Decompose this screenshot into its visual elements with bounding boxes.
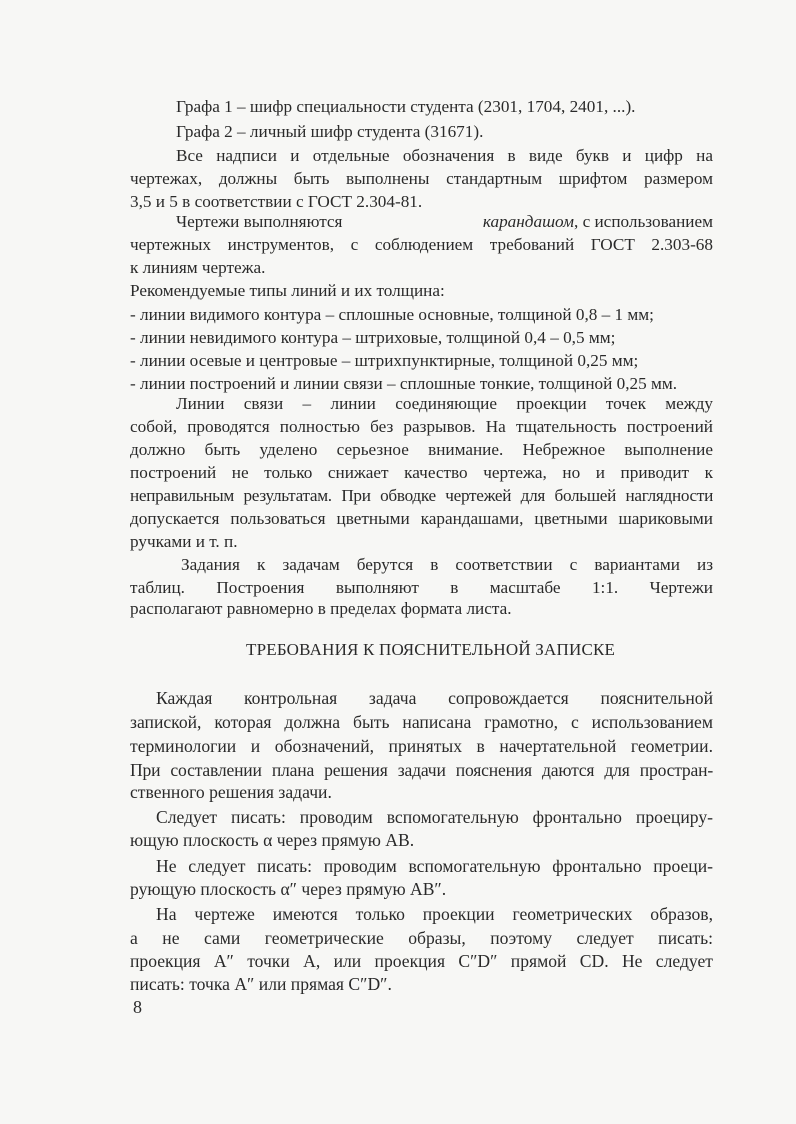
text-line: проекция А″ точки А, или проекция С″D″ прямой CD. Не следует [130, 951, 713, 971]
text-line: к линиям чертежа. [130, 258, 266, 277]
text-line: Следует писать: проводим вспомогательную фронтально проециру- [156, 807, 713, 827]
text-line: Графа 1 – шифр специальности студента (2301, 1704, 2401, ...). [176, 97, 636, 116]
text-line: Все надписи и отдельные обозначения в виде букв и цифр на [176, 146, 713, 165]
text-line: таблиц. Построения выполняют в масштабе 1:1. Чертежи [130, 578, 713, 597]
text-line: построений не только снижает качество чертежа, но и приводит к [130, 463, 713, 482]
text-line: Задания к задачам берутся в соответствии с вариантами из [181, 555, 713, 574]
text-line: Каждая контрольная задача сопровождается пояснительной [156, 688, 713, 708]
text-line: ющую плоскость α через прямую АВ. [130, 830, 415, 850]
text-line: рующую плоскость α″ через прямую АВ″. [130, 879, 447, 899]
text-line: ственного решения задачи. [130, 782, 332, 802]
text-line: На чертеже имеются только проекции геометрических образов, [156, 904, 713, 924]
text-line: Линии связи – линии соединяющие проекции точек между [176, 394, 713, 413]
text-line: Графа 2 – личный шифр студента (31671). [176, 122, 484, 141]
list-item: - линии невидимого контура – штриховые, толщиной 0,4 – 0,5 мм; [130, 328, 616, 347]
text-line: неправильным результатам. При обводке чертежей для большей наглядности [130, 486, 713, 505]
list-item: - линии построений и линии связи – сплошные тонкие, толщиной 0,25 мм. [130, 374, 678, 393]
text-fragment: , с использованием [573, 212, 713, 231]
text-line: должно быть уделено серьезное внимание. Небрежное выполнение [130, 440, 713, 459]
text-line: а не сами геометрические образы, поэтому следует писать: [130, 928, 713, 948]
text-line: допускается пользоваться цветными карандашами, цветными шариковыми [130, 509, 713, 528]
text-line: ручками и т. п. [130, 532, 238, 551]
text-line: 3,5 и 5 в соответствии с ГОСТ 2.304-81. [130, 192, 423, 211]
text-line: Не следует писать: проводим вспомогательную фронтально проеци- [156, 856, 713, 876]
text-line: При составлении плана решения задачи пояснения даются для простран- [130, 760, 713, 780]
section-heading: ТРЕБОВАНИЯ К ПОЯСНИТЕЛЬНОЙ ЗАПИСКЕ [246, 640, 616, 659]
text-line: собой, проводятся полностью без разрывов. На тщательность построений [130, 417, 713, 436]
text-line: чертежах, должны быть выполнены стандартным шрифтом размером [130, 169, 713, 188]
text-line: писать: точка А″ или прямая С″D″. [130, 974, 392, 994]
text-fragment: Чертежи выполняются [176, 212, 343, 231]
text-line: терминологии и обозначений, принятых в начертательной геометрии. [130, 736, 713, 756]
list-item: - линии осевые и центровые – штрихпунктирные, толщиной 0,25 мм; [130, 351, 639, 370]
text-fragment [483, 211, 713, 233]
text-line: чертежных инструментов, с соблюдением требований ГОСТ 2.303-68 [130, 235, 713, 254]
text-line: располагают равномерно в пределах формата листа. [130, 599, 512, 618]
italic-word: карандашом [482, 212, 574, 231]
list-item: - линии видимого контура – сплошные основные, толщиной 0,8 – 1 мм; [130, 305, 654, 324]
page-number: 8 [133, 997, 142, 1017]
text-line: запиской, которая должна быть написана грамотно, с использованием [130, 712, 713, 732]
text-line: Рекомендуемые типы линий и их толщина: [130, 281, 445, 300]
text-line [176, 211, 713, 233]
